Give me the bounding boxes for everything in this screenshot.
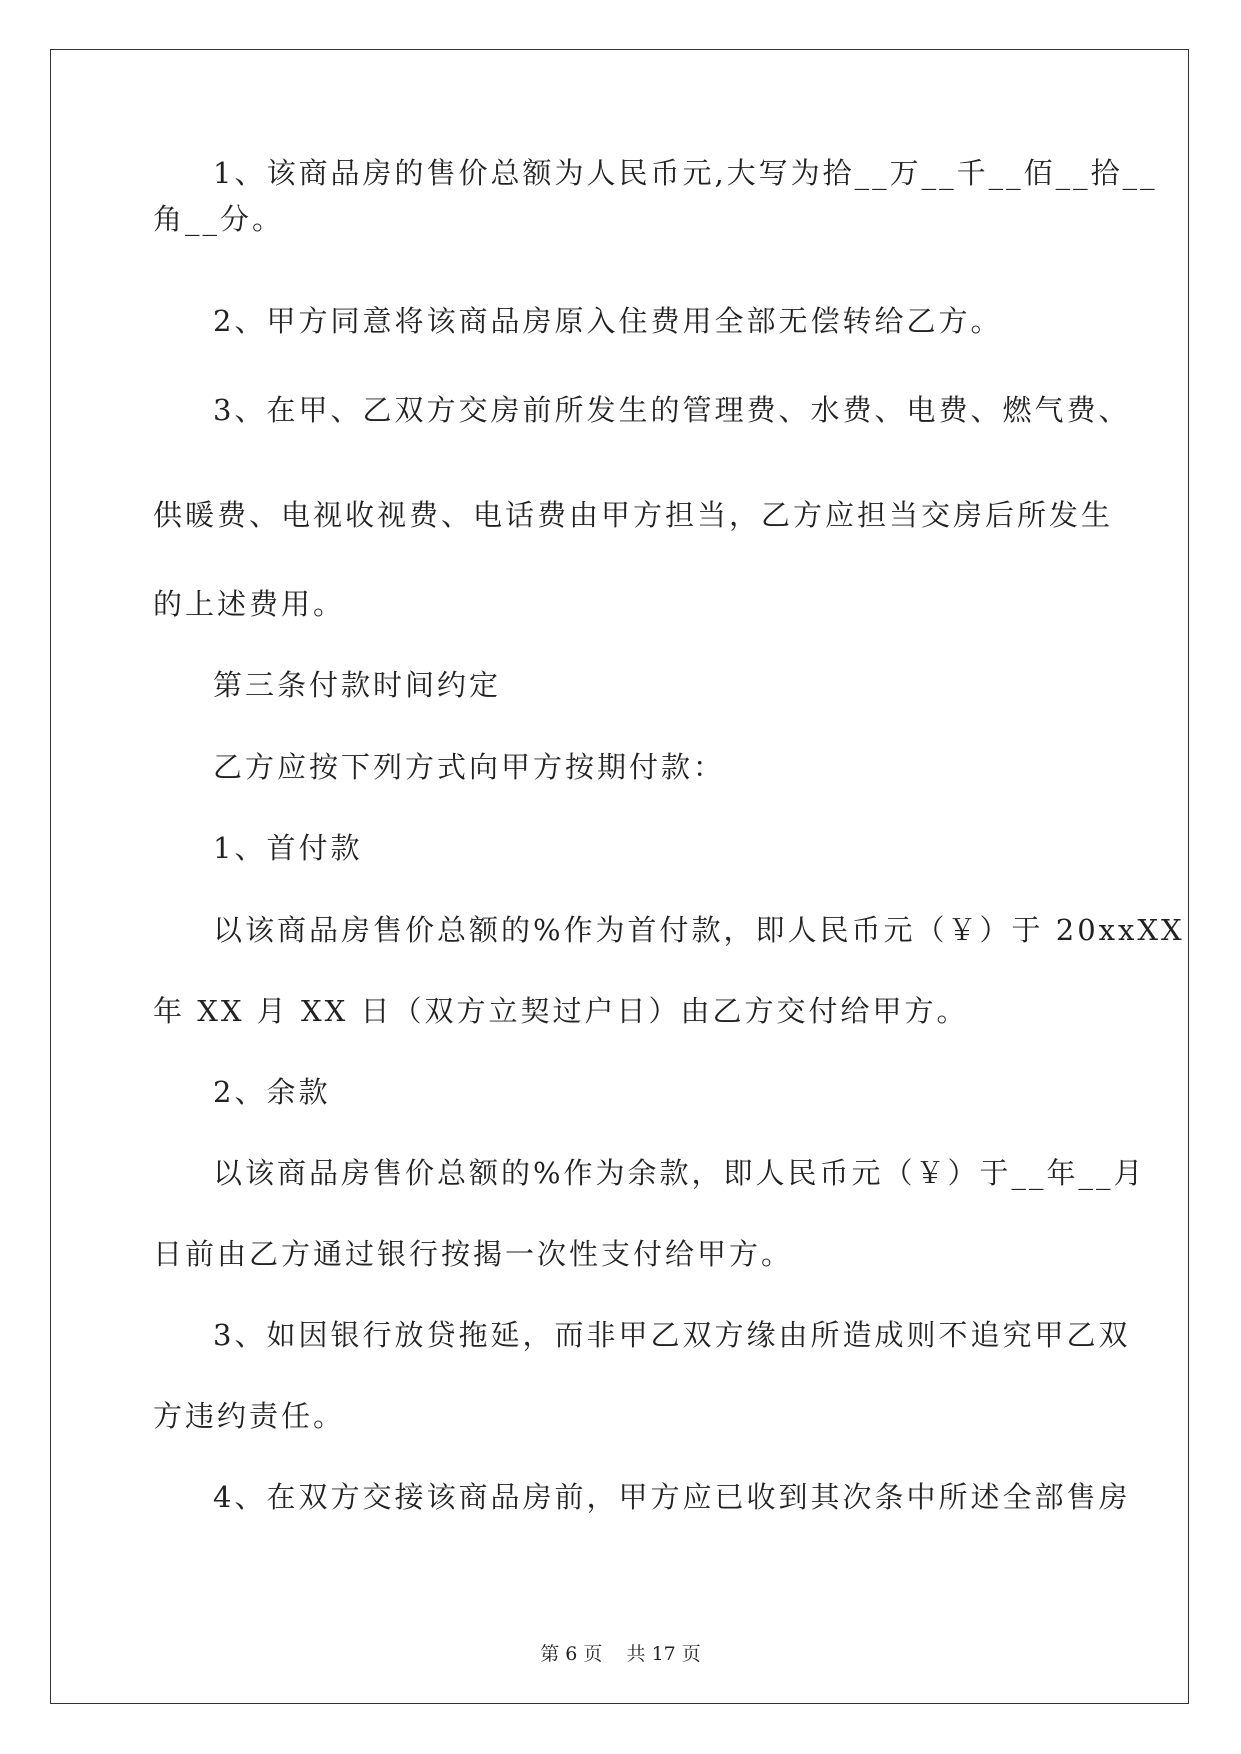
paragraph-line: 日前由乙方通过银行按揭一次性支付给甲方。 (153, 1237, 794, 1271)
paragraph-line: 乙方应按下列方式向甲方按期付款： (213, 750, 726, 784)
paragraph-line: 4、在双方交接该商品房前，甲方应已收到其次条中所述全部售房 (213, 1480, 1131, 1514)
paragraph-line: 3、如因银行放贷拖延，而非甲乙双方缘由所造成则不追究甲乙双 (213, 1318, 1131, 1352)
paragraph-line: 方违约责任。 (153, 1399, 346, 1433)
paragraph-line: 的上述费用。 (153, 587, 346, 621)
paragraph-line: 以该商品房售价总额的%作为首付款，即人民币元（￥）于 20xxXX (213, 913, 1185, 947)
paragraph-line: 以该商品房售价总额的%作为余款，即人民币元（￥）于__年__月 (213, 1156, 1146, 1190)
page-number-footer: 第 6 页 共 17 页 (540, 1643, 701, 1665)
list-item-heading: 1、首付款 (213, 831, 363, 865)
section-heading: 第三条付款时间约定 (213, 668, 502, 702)
paragraph-line: 3、在甲、乙双方交房前所发生的管理费、水费、电费、燃气费、 (213, 393, 1131, 427)
paragraph-line: 年 XX 月 XX 日（双方立契过户日）由乙方交付给甲方。 (153, 994, 969, 1028)
page-border (50, 49, 1189, 1704)
paragraph-line: 角__分。 (153, 202, 285, 236)
paragraph-line: 1、该商品房的售价总额为人民币元,大写为拾__万__千__佰__拾__ (213, 156, 1158, 190)
paragraph-line: 供暖费、电视收视费、电话费由甲方担当，乙方应担当交房后所发生 (153, 498, 1114, 532)
list-item-heading: 2、余款 (213, 1075, 331, 1109)
paragraph-line: 2、甲方同意将该商品房原入住费用全部无偿转给乙方。 (213, 304, 1003, 338)
